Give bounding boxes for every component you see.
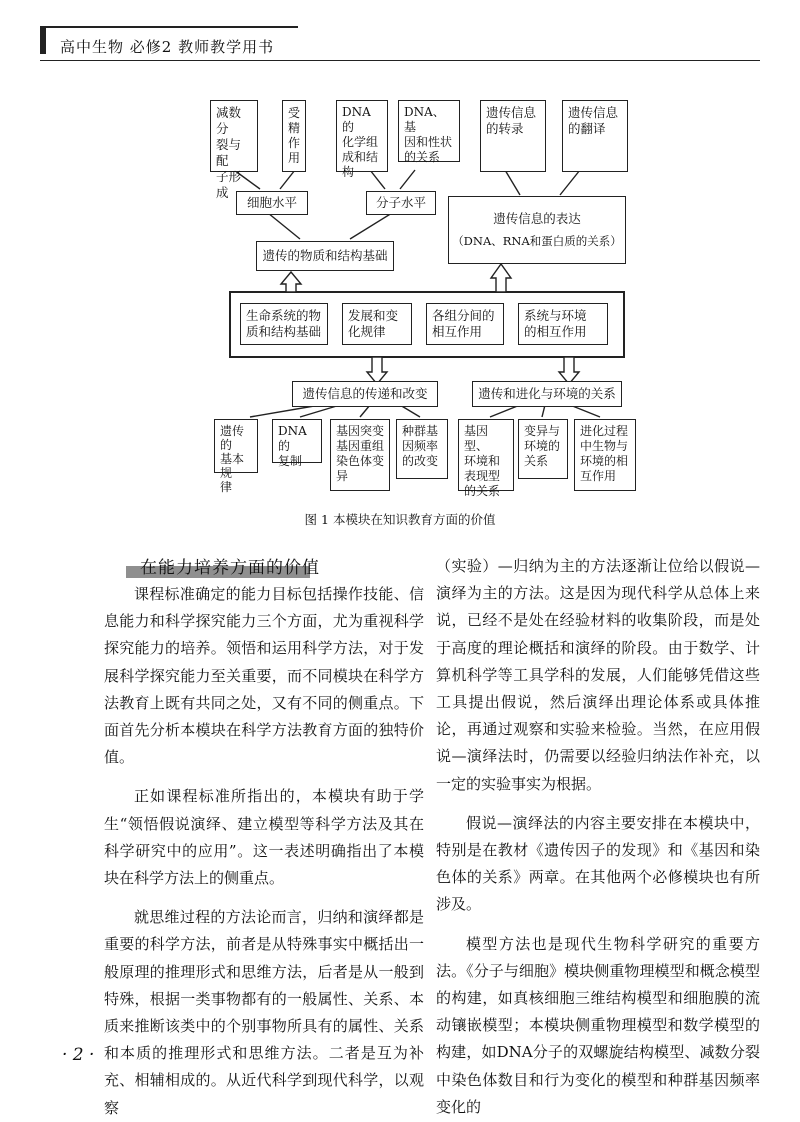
- expression-title: 遗传信息的表达: [493, 211, 581, 226]
- page-number: · 2 ·: [62, 1045, 95, 1065]
- box-genotype-environment: 基因型、 环境和 表现型 的关系: [458, 419, 514, 491]
- box-development-change: 发展和变 化规律: [342, 303, 412, 345]
- box-system-environment: 系统与环境 的相互作用: [518, 303, 608, 345]
- figure-caption: 图 1 本模块在知识教育方面的价值: [304, 512, 496, 527]
- box-cell-level: 细胞水平: [236, 191, 308, 215]
- box-evolution-interaction: 进化过程 中生物与 环境的相 互作用: [574, 419, 636, 491]
- box-translation: 遗传信息 的翻译: [562, 100, 628, 172]
- paragraph: 就思维过程的方法论而言，归纳和演绎都是重要的科学方法，前者是从特殊事实中概括出一般原理的推理形式和思维方法，后者是从一般到特殊，根据一类事物都有的一般属性、关系、本质来推断该类中的个别事物所具有的属性、关系和本质的推理形式和思维方法。二者是互为补充、相辅相成的。从近代科学到现代科学，以观察: [104, 908, 424, 1117]
- box-life-system-basis: 生命系统的物 质和结构基础: [240, 303, 328, 345]
- box-variation-environment: 变异与 环境的 关系: [518, 419, 568, 479]
- section-title: 在能力培养方面的价值: [140, 558, 320, 578]
- box-component-interaction: 各组分间的 相互作用: [426, 303, 504, 345]
- box-transmission: 遗传信息的传递和改变: [292, 381, 438, 407]
- left-column: [104, 581, 424, 1122]
- page-header: [0, 0, 800, 64]
- box-fertilization: 受 精 作 用: [282, 100, 306, 172]
- header-title: 高中生物 必修2 教师教学用书: [60, 38, 275, 56]
- box-basic-laws: 遗传 的 基本规 律: [214, 419, 258, 473]
- paragraph: 模型方法也是现代生物科学研究的重要方法。《分子与细胞》模块侧重物理模型和概念模型的构建，如真核细胞三维结构模型和细胞膜的流动镶嵌模型；本模块侧重物理模型和数学模型的构建，如DNA分子的双螺旋结构模型、减数分裂中染色体数目和行为变化的模型和种群基因频率变化的: [436, 934, 760, 1116]
- box-expression: [448, 196, 626, 264]
- knowledge-diagram: [200, 92, 640, 510]
- box-gene-frequency: 种群基 因频率 的改变: [396, 419, 448, 479]
- paragraph: 正如课程标准所指出的，本模块有助于学生“领悟假说演绎、建立模型等科学方法及其在科学研究中的应用”。这一表述明确指出了本模块在科学方法上的侧重点。: [104, 787, 424, 888]
- paragraph: 课程标准确定的能力目标包括操作技能、信息能力和科学探究能力三个方面，尤为重视科学探究能力的培养。领悟和运用科学方法，对于发展科学探究能力至关重要，而不同模块在科学方法教育上既有共同之处，又有不同的侧重点。下面首先分析本模块在科学方法教育方面的独特价值。: [104, 585, 424, 767]
- box-meiosis: 减数分 裂与配 子形成: [210, 100, 258, 172]
- box-molecule-level: 分子水平: [366, 191, 436, 215]
- header-rule: [40, 60, 760, 61]
- right-column: [436, 553, 760, 1121]
- paragraph: （实验）—归纳为主的方法逐渐让位给以假说—演绎为主的方法。这是因为现代科学从总体上来说，已经不是处在经验材料的收集阶段，而是处于高度的理论概括和演绎的阶段。由于数学、计算机科学等工具学科的发展，人们能够凭借这些工具提出假说，然后演绎出理论体系或具体推论，再通过观察和实验来检验。当然，在应用假说—演绎法时，仍需要以经验归纳法作补充，以一定的实验事实为根据。: [436, 557, 760, 793]
- paragraph: 假说—演绎法的内容主要安排在本模块中，特别是在教材《遗传因子的发现》和《基因和染色体的关系》两章。在其他两个必修模块也有所涉及。: [436, 813, 760, 914]
- box-evolution: 遗传和进化与环境的关系: [472, 381, 622, 407]
- box-mutation: 基因突变 基因重组 染色体变 异: [330, 419, 390, 491]
- box-transcription: 遗传信息 的转录: [480, 100, 546, 172]
- expression-subtitle: （DNA、RNA和蛋白质的关系）: [452, 234, 622, 248]
- box-material-basis: 遗传的物质和结构基础: [256, 241, 394, 271]
- box-dna-replication: DNA的 复制: [272, 419, 322, 463]
- box-dna-gene-trait: DNA、基 因和性状 的关系: [398, 100, 460, 162]
- box-dna-structure: DNA的 化学组 成和结 构: [336, 100, 388, 172]
